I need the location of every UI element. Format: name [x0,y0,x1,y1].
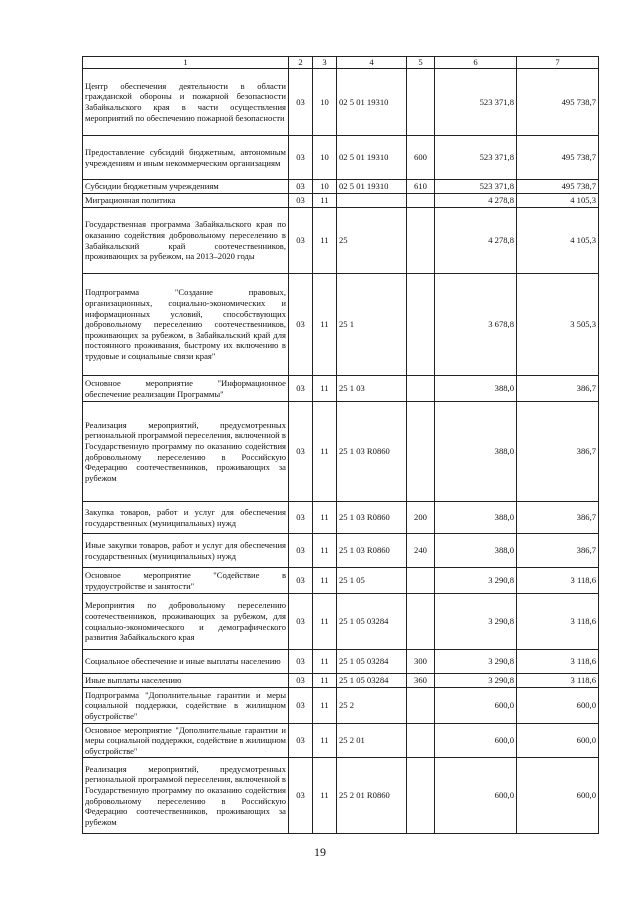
table-header-row [83,57,599,69]
amount-year2-cell: 495 738,7 [517,69,599,136]
expense-type-cell [407,376,435,402]
row-name-cell: Государственная программа Забайкальского края по оказанию содействия добровольному переселению в Забайкальский край соотечественников, проживающих за рубежом, на 2013–2020 годы [83,208,289,274]
table-row [83,180,599,194]
row-name-cell: Основное мероприятие "Содействие в трудоустройстве и занятости" [83,568,289,594]
table-row [83,650,599,674]
amount-year1-cell: 388,0 [435,502,517,534]
row-name-cell: Подпрограмма "Создание правовых, организационных, социально-экономических и информационных условий, способствующих добровольному переселению соотечественников, проживающих за рубежом, в Забайкальский край для постоянного проживания, быстрому их включению в трудовые и социальные связи края" [83,274,289,376]
row-name-cell: Реализация мероприятий, предусмотренных региональной программой переселения, включенной в Государственную программу по оказанию содействия добровольному переселению в Российскую Федерацию соотечественников, проживающих за рубежом [83,402,289,502]
subsection-code-cell: 10 [313,180,337,194]
table-row [83,208,599,274]
section-code-cell: 03 [289,208,313,274]
amount-year2-cell: 386,7 [517,502,599,534]
section-code-cell: 03 [289,376,313,402]
amount-year1-cell: 523 371,8 [435,180,517,194]
amount-year1-cell: 3 290,8 [435,568,517,594]
target-article-cell: 25 1 03 R0860 [337,402,407,502]
target-article-cell: 25 1 03 [337,376,407,402]
table-row [83,194,599,208]
subsection-code-cell: 11 [313,724,337,758]
amount-year1-cell: 3 290,8 [435,674,517,688]
expense-type-cell: 300 [407,650,435,674]
amount-year1-cell: 388,0 [435,376,517,402]
row-name-cell: Центр обеспечения деятельности в области гражданской обороны и пожарной безопасности Забайкальского края в части осуществления мероприятий по обеспечению пожарной безопасности [83,69,289,136]
target-article-cell: 02 5 01 19310 [337,180,407,194]
row-name-cell: Миграционная политика [83,194,289,208]
section-code-cell: 03 [289,594,313,650]
section-code-cell: 03 [289,688,313,724]
table-row [83,376,599,402]
table-row [83,594,599,650]
amount-year2-cell: 386,7 [517,402,599,502]
target-article-cell: 02 5 01 19310 [337,69,407,136]
subsection-code-cell: 11 [313,568,337,594]
expense-type-cell: 360 [407,674,435,688]
subsection-code-cell: 11 [313,594,337,650]
expense-type-cell [407,208,435,274]
section-code-cell: 03 [289,568,313,594]
expense-type-cell [407,594,435,650]
budget-table [82,56,599,834]
column-header: 7 [517,57,599,69]
column-header: 5 [407,57,435,69]
table-row [83,402,599,502]
expense-type-cell [407,194,435,208]
amount-year1-cell: 3 678,8 [435,274,517,376]
section-code-cell: 03 [289,650,313,674]
section-code-cell: 03 [289,136,313,180]
amount-year2-cell: 495 738,7 [517,136,599,180]
table-row [83,568,599,594]
expense-type-cell [407,724,435,758]
amount-year1-cell: 600,0 [435,758,517,834]
row-name-cell: Социальное обеспечение и иные выплаты населению [83,650,289,674]
amount-year2-cell: 3 505,3 [517,274,599,376]
subsection-code-cell: 10 [313,69,337,136]
amount-year1-cell: 3 290,8 [435,594,517,650]
table-row [83,502,599,534]
amount-year2-cell: 600,0 [517,688,599,724]
row-name-cell: Иные закупки товаров, работ и услуг для обеспечения государственных (муниципальных) нужд [83,534,289,568]
amount-year2-cell: 3 118,6 [517,568,599,594]
subsection-code-cell: 10 [313,136,337,180]
target-article-cell: 25 1 05 03284 [337,650,407,674]
expense-type-cell [407,402,435,502]
amount-year1-cell: 388,0 [435,534,517,568]
expense-type-cell: 240 [407,534,435,568]
table-row [83,274,599,376]
page-number: 19 [314,845,326,859]
amount-year1-cell: 523 371,8 [435,136,517,180]
amount-year2-cell: 600,0 [517,724,599,758]
amount-year1-cell: 388,0 [435,402,517,502]
row-name-cell: Подпрограмма "Дополнительные гарантии и меры социальной поддержки, содействие в жилищном обустройстве" [83,688,289,724]
subsection-code-cell: 11 [313,274,337,376]
subsection-code-cell: 11 [313,194,337,208]
target-article-cell: 25 1 05 [337,568,407,594]
expense-type-cell: 200 [407,502,435,534]
amount-year2-cell: 600,0 [517,758,599,834]
target-article-cell: 25 2 [337,688,407,724]
column-header: 6 [435,57,517,69]
section-code-cell: 03 [289,502,313,534]
row-name-cell: Закупка товаров, работ и услуг для обеспечения государственных (муниципальных) нужд [83,502,289,534]
amount-year2-cell: 4 105,3 [517,194,599,208]
amount-year1-cell: 4 278,8 [435,208,517,274]
row-name-cell: Иные выплаты населению [83,674,289,688]
amount-year2-cell: 3 118,6 [517,594,599,650]
section-code-cell: 03 [289,194,313,208]
row-name-cell: Субсидии бюджетным учреждениям [83,180,289,194]
column-header: 3 [313,57,337,69]
row-name-cell: Основное мероприятие "Дополнительные гарантии и меры социальной поддержки, содействие в жилищном обустройстве" [83,724,289,758]
target-article-cell: 25 1 [337,274,407,376]
subsection-code-cell: 11 [313,376,337,402]
target-article-cell: 25 [337,208,407,274]
subsection-code-cell: 11 [313,650,337,674]
amount-year1-cell: 3 290,8 [435,650,517,674]
section-code-cell: 03 [289,534,313,568]
subsection-code-cell: 11 [313,534,337,568]
expense-type-cell [407,688,435,724]
table-row [83,724,599,758]
section-code-cell: 03 [289,674,313,688]
column-header: 4 [337,57,407,69]
table-row [83,758,599,834]
target-article-cell: 25 1 03 R0860 [337,534,407,568]
expense-type-cell [407,758,435,834]
table-row [83,674,599,688]
table-row [83,136,599,180]
amount-year2-cell: 4 105,3 [517,208,599,274]
section-code-cell: 03 [289,180,313,194]
subsection-code-cell: 11 [313,502,337,534]
target-article-cell: 25 1 05 03284 [337,674,407,688]
expense-type-cell [407,274,435,376]
target-article-cell: 02 5 01 19310 [337,136,407,180]
table-row [83,534,599,568]
subsection-code-cell: 11 [313,688,337,724]
target-article-cell: 25 2 01 R0860 [337,758,407,834]
subsection-code-cell: 11 [313,758,337,834]
amount-year2-cell: 3 118,6 [517,674,599,688]
amount-year2-cell: 495 738,7 [517,180,599,194]
target-article-cell: 25 1 03 R0860 [337,502,407,534]
row-name-cell: Мероприятия по добровольному переселению соотечественников, проживающих за рубежом, для социально-экономического и демографического развития Забайкальского края [83,594,289,650]
row-name-cell: Основное мероприятие "Информационное обеспечение реализации Программы" [83,376,289,402]
amount-year2-cell: 386,7 [517,534,599,568]
target-article-cell [337,194,407,208]
row-name-cell: Предоставление субсидий бюджетным, автономным учреждениям и иным некоммерческим организациям [83,136,289,180]
row-name-cell: Реализация мероприятий, предусмотренных региональной программой переселения, включенной в Государственную программу по оказанию содействия добровольному переселению в Российскую Федерацию соотечественников, проживающих за рубежом [83,758,289,834]
amount-year1-cell: 4 278,8 [435,194,517,208]
column-header: 1 [83,57,289,69]
section-code-cell: 03 [289,274,313,376]
expense-type-cell: 610 [407,180,435,194]
table-row [83,69,599,136]
expense-type-cell [407,568,435,594]
amount-year2-cell: 3 118,6 [517,650,599,674]
target-article-cell: 25 1 05 03284 [337,594,407,650]
table-row [83,688,599,724]
expense-type-cell [407,69,435,136]
subsection-code-cell: 11 [313,208,337,274]
subsection-code-cell: 11 [313,402,337,502]
target-article-cell: 25 2 01 [337,724,407,758]
subsection-code-cell: 11 [313,674,337,688]
section-code-cell: 03 [289,69,313,136]
section-code-cell: 03 [289,724,313,758]
amount-year1-cell: 600,0 [435,724,517,758]
amount-year1-cell: 600,0 [435,688,517,724]
column-header: 2 [289,57,313,69]
section-code-cell: 03 [289,758,313,834]
expense-type-cell: 600 [407,136,435,180]
amount-year2-cell: 386,7 [517,376,599,402]
amount-year1-cell: 523 371,8 [435,69,517,136]
section-code-cell: 03 [289,402,313,502]
